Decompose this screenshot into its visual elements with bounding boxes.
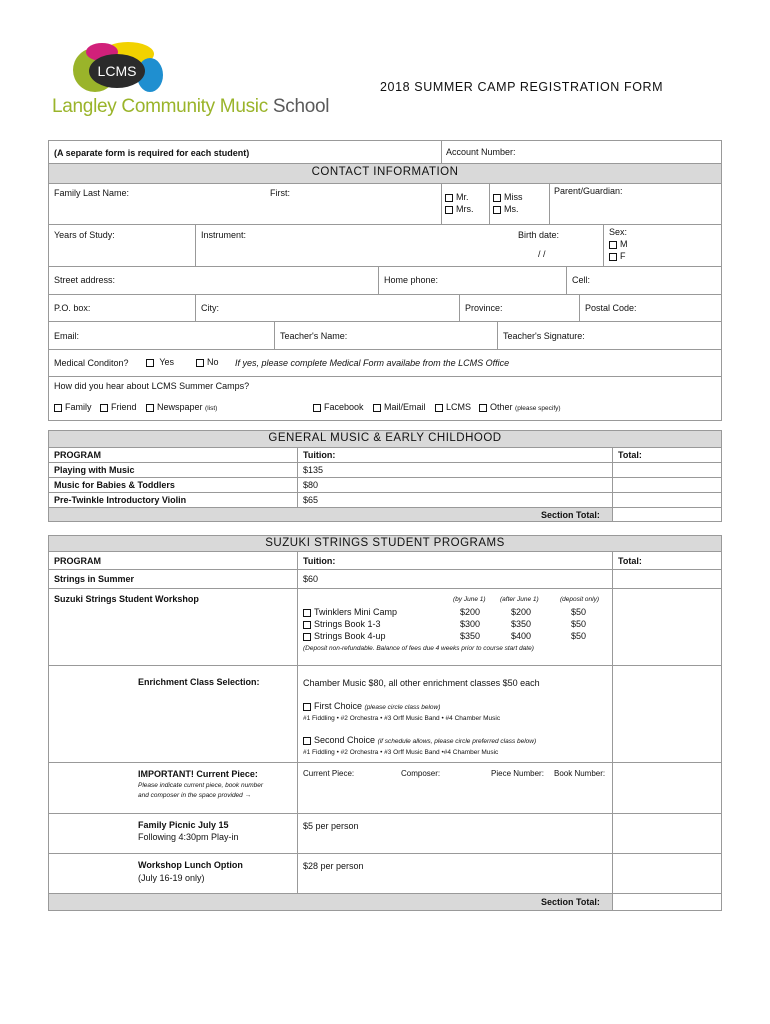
- medical-yes[interactable]: [146, 357, 174, 367]
- picnic-price: $5 per person: [303, 821, 359, 831]
- enrichment-price: Chamber Music $80, all other enrichment classes $50 each: [303, 678, 540, 688]
- birth-date-label: Birth date:: [518, 230, 560, 240]
- lunch-sub: (July 16-19 only): [138, 873, 205, 883]
- medical-yes-label: Yes: [159, 357, 175, 367]
- birth-date-separators: / /: [538, 249, 546, 259]
- suzuki-section-total-label: Section Total:: [541, 897, 600, 907]
- parent-guardian-label: Parent/Guardian:: [554, 186, 623, 196]
- hear-facebook[interactable]: [313, 402, 364, 412]
- workshop-option-1[interactable]: [303, 607, 397, 617]
- suzuki-program-header: PROGRAM: [54, 556, 101, 566]
- medical-no[interactable]: [196, 357, 219, 367]
- hear-lcms[interactable]: [435, 402, 471, 412]
- general-program-3: Pre-Twinkle Introductory Violin: [54, 495, 187, 505]
- checkbox-mail[interactable]: [373, 404, 381, 412]
- checkbox-lcms[interactable]: [435, 404, 443, 412]
- checkbox-mrs[interactable]: [445, 206, 453, 214]
- contact-section-title: CONTACT INFORMATION: [311, 166, 459, 178]
- first-name-label: First:: [270, 188, 290, 198]
- email-label: Email:: [54, 331, 80, 341]
- sex-f[interactable]: [609, 251, 626, 261]
- hear-lcms-label: LCMS: [446, 402, 472, 412]
- logo-text: LCMS: [97, 63, 137, 79]
- general-program-1: Playing with Music: [54, 465, 135, 475]
- hear-friend-label: Friend: [111, 402, 137, 412]
- postal-code-label: Postal Code:: [585, 303, 637, 313]
- hear-facebook-label: Facebook: [324, 402, 364, 412]
- checkbox-book-4-up[interactable]: [303, 633, 311, 641]
- years-of-study-label: Years of Study:: [54, 230, 115, 240]
- checkbox-family[interactable]: [54, 404, 62, 412]
- first-choice-note: (please circle class below): [364, 704, 441, 711]
- checkbox-first-choice[interactable]: [303, 703, 311, 711]
- second-choice-label: Second Choice: [314, 735, 376, 745]
- suzuki-section: [48, 535, 722, 911]
- hear-newspaper[interactable]: [146, 402, 217, 412]
- medical-note: If yes, please complete Medical Form availabe from the LCMS Office: [235, 358, 510, 368]
- general-program-header: PROGRAM: [54, 450, 101, 460]
- sex-label: Sex:: [609, 227, 628, 237]
- col-after-june: (after June 1): [500, 596, 539, 603]
- hear-mail[interactable]: [373, 402, 426, 412]
- sex-m[interactable]: [609, 239, 628, 249]
- hear-mail-label: Mail/Email: [384, 402, 426, 412]
- checkbox-miss[interactable]: [493, 194, 501, 202]
- medical-no-label: No: [207, 357, 219, 367]
- separate-form-note: (A separate form is required for each student): [54, 148, 250, 158]
- checkbox-ms[interactable]: [493, 206, 501, 214]
- workshop-option-2-label: Strings Book 1-3: [314, 619, 381, 629]
- composer-label: Composer:: [401, 769, 441, 778]
- workshop-option-2[interactable]: [303, 619, 381, 629]
- workshop-option-3-label: Strings Book 4-up: [314, 631, 386, 641]
- workshop-label: Suzuki Strings Student Workshop: [54, 594, 199, 604]
- first-choice[interactable]: [303, 701, 440, 711]
- general-tuition-2: $80: [303, 480, 319, 490]
- instrument-label: Instrument:: [201, 230, 247, 240]
- enrichment-label: Enrichment Class Selection:: [138, 677, 260, 687]
- workshop-3-deposit: $50: [571, 631, 587, 641]
- account-number-label: Account Number:: [446, 147, 516, 157]
- po-box-label: P.O. box:: [54, 303, 91, 313]
- checkbox-mr[interactable]: [445, 194, 453, 202]
- teacher-name-label: Teacher's Name:: [280, 331, 348, 341]
- workshop-2-after: $350: [511, 619, 532, 629]
- title-mrs[interactable]: [445, 204, 474, 214]
- title-miss[interactable]: [493, 192, 523, 202]
- deposit-note: (Deposit non-refundable. Balance of fees due 4 weeks prior to course start date): [303, 645, 534, 652]
- hear-other-label: Other: [490, 402, 513, 412]
- general-section-total-label: Section Total:: [541, 510, 600, 520]
- hear-family[interactable]: [54, 402, 92, 412]
- sex-f-label: F: [620, 251, 626, 261]
- hear-friend[interactable]: [100, 402, 137, 412]
- title-mr[interactable]: [445, 192, 469, 202]
- cell-label: Cell:: [572, 275, 591, 285]
- workshop-3-after: $400: [511, 631, 532, 641]
- important-label: IMPORTANT! Current Piece:: [138, 769, 258, 779]
- hear-family-label: Family: [65, 402, 92, 412]
- general-section-title: GENERAL MUSIC & EARLY CHILDHOOD: [268, 432, 502, 444]
- province-label: Province:: [465, 303, 503, 313]
- workshop-2-deposit: $50: [571, 619, 587, 629]
- checkbox-other[interactable]: [479, 404, 487, 412]
- lunch-price: $28 per person: [303, 861, 364, 871]
- hear-newspaper-label: Newspaper: [157, 402, 203, 412]
- newspaper-list-note: (list): [205, 405, 218, 412]
- workshop-3-by: $350: [460, 631, 481, 641]
- family-last-name-label: Family Last Name:: [54, 188, 130, 198]
- col-deposit: (deposit only): [560, 596, 600, 603]
- important-note-2: and composer in the space provided →: [138, 792, 252, 799]
- teacher-signature-label: Teacher's Signature:: [503, 331, 585, 341]
- workshop-1-by: $200: [460, 607, 481, 617]
- school-name: [52, 96, 329, 118]
- general-tuition-header: Tuition:: [303, 450, 336, 460]
- hear-about-question: How did you hear about LCMS Summer Camps?: [54, 381, 250, 391]
- checkbox-newspaper[interactable]: [146, 404, 154, 412]
- suzuki-total-bar: [49, 894, 612, 910]
- title-mr-label: Mr.: [456, 192, 469, 202]
- checkbox-facebook[interactable]: [313, 404, 321, 412]
- picnic-sub: Following 4:30pm Play-in: [138, 832, 239, 842]
- street-address-label: Street address:: [54, 275, 116, 285]
- title-ms[interactable]: [493, 204, 519, 214]
- sex-m-label: M: [620, 239, 628, 249]
- workshop-1-after: $200: [511, 607, 532, 617]
- checkbox-twinklers[interactable]: [303, 609, 311, 617]
- hear-other[interactable]: [479, 402, 561, 412]
- general-total-bar: [49, 508, 612, 521]
- lcms-logo: [70, 40, 165, 95]
- title-mrs-label: Mrs.: [456, 204, 474, 214]
- checkbox-medical-yes[interactable]: [146, 359, 154, 367]
- title-ms-label: Ms.: [504, 204, 519, 214]
- second-choice-note: (if schedule allows, please circle preferred class below): [377, 738, 537, 745]
- checkbox-book-1-3[interactable]: [303, 621, 311, 629]
- checkbox-second-choice[interactable]: [303, 737, 311, 745]
- workshop-option-3[interactable]: [303, 631, 386, 641]
- general-total-header: Total:: [618, 450, 642, 460]
- medical-condition-label: Medical Conditon?: [54, 358, 129, 368]
- general-tuition-1: $135: [303, 465, 324, 475]
- city-label: City:: [201, 303, 219, 313]
- strings-in-summer-label: Strings in Summer: [54, 574, 135, 584]
- suzuki-total-header: Total:: [618, 556, 642, 566]
- title-miss-label: Miss: [504, 192, 523, 202]
- workshop-1-deposit: $50: [571, 607, 587, 617]
- school-name-part2: School: [272, 96, 330, 117]
- checkbox-friend[interactable]: [100, 404, 108, 412]
- checkbox-medical-no[interactable]: [196, 359, 204, 367]
- suzuki-tuition-header: Tuition:: [303, 556, 336, 566]
- checkbox-sex-f[interactable]: [609, 253, 617, 261]
- important-note-1: Please indicate current piece, book number: [138, 782, 264, 789]
- second-choice-classes: #1 Fiddling • #2 Orchestra • #3 Orff Music Band •#4 Chamber Music: [303, 749, 499, 756]
- home-phone-label: Home phone:: [384, 275, 439, 285]
- checkbox-sex-m[interactable]: [609, 241, 617, 249]
- current-piece-label: Current Piece:: [303, 769, 355, 778]
- general-tuition-3: $65: [303, 495, 319, 505]
- book-number-label: Book Number:: [554, 769, 606, 778]
- other-specify-note: (please specify): [515, 405, 561, 412]
- lunch-label: Workshop Lunch Option: [138, 860, 243, 870]
- school-name-part1: Langley Community Music: [52, 96, 268, 117]
- general-program-2: Music for Babies & Toddlers: [54, 480, 175, 490]
- col-by-june: (by June 1): [453, 596, 486, 603]
- form-title: 2018 SUMMER CAMP REGISTRATION FORM: [380, 80, 664, 94]
- strings-in-summer-price: $60: [303, 574, 319, 584]
- picnic-label: Family Picnic July 15: [138, 820, 229, 830]
- first-choice-classes: #1 Fiddling • #2 Orchestra • #3 Orff Music Band • #4 Chamber Music: [303, 715, 501, 722]
- first-choice-label: First Choice: [314, 701, 363, 711]
- workshop-2-by: $300: [460, 619, 481, 629]
- suzuki-section-title: SUZUKI STRINGS STUDENT PROGRAMS: [265, 537, 505, 549]
- second-choice[interactable]: [303, 735, 536, 745]
- piece-number-label: Piece Number:: [491, 769, 544, 778]
- workshop-option-1-label: Twinklers Mini Camp: [314, 607, 398, 617]
